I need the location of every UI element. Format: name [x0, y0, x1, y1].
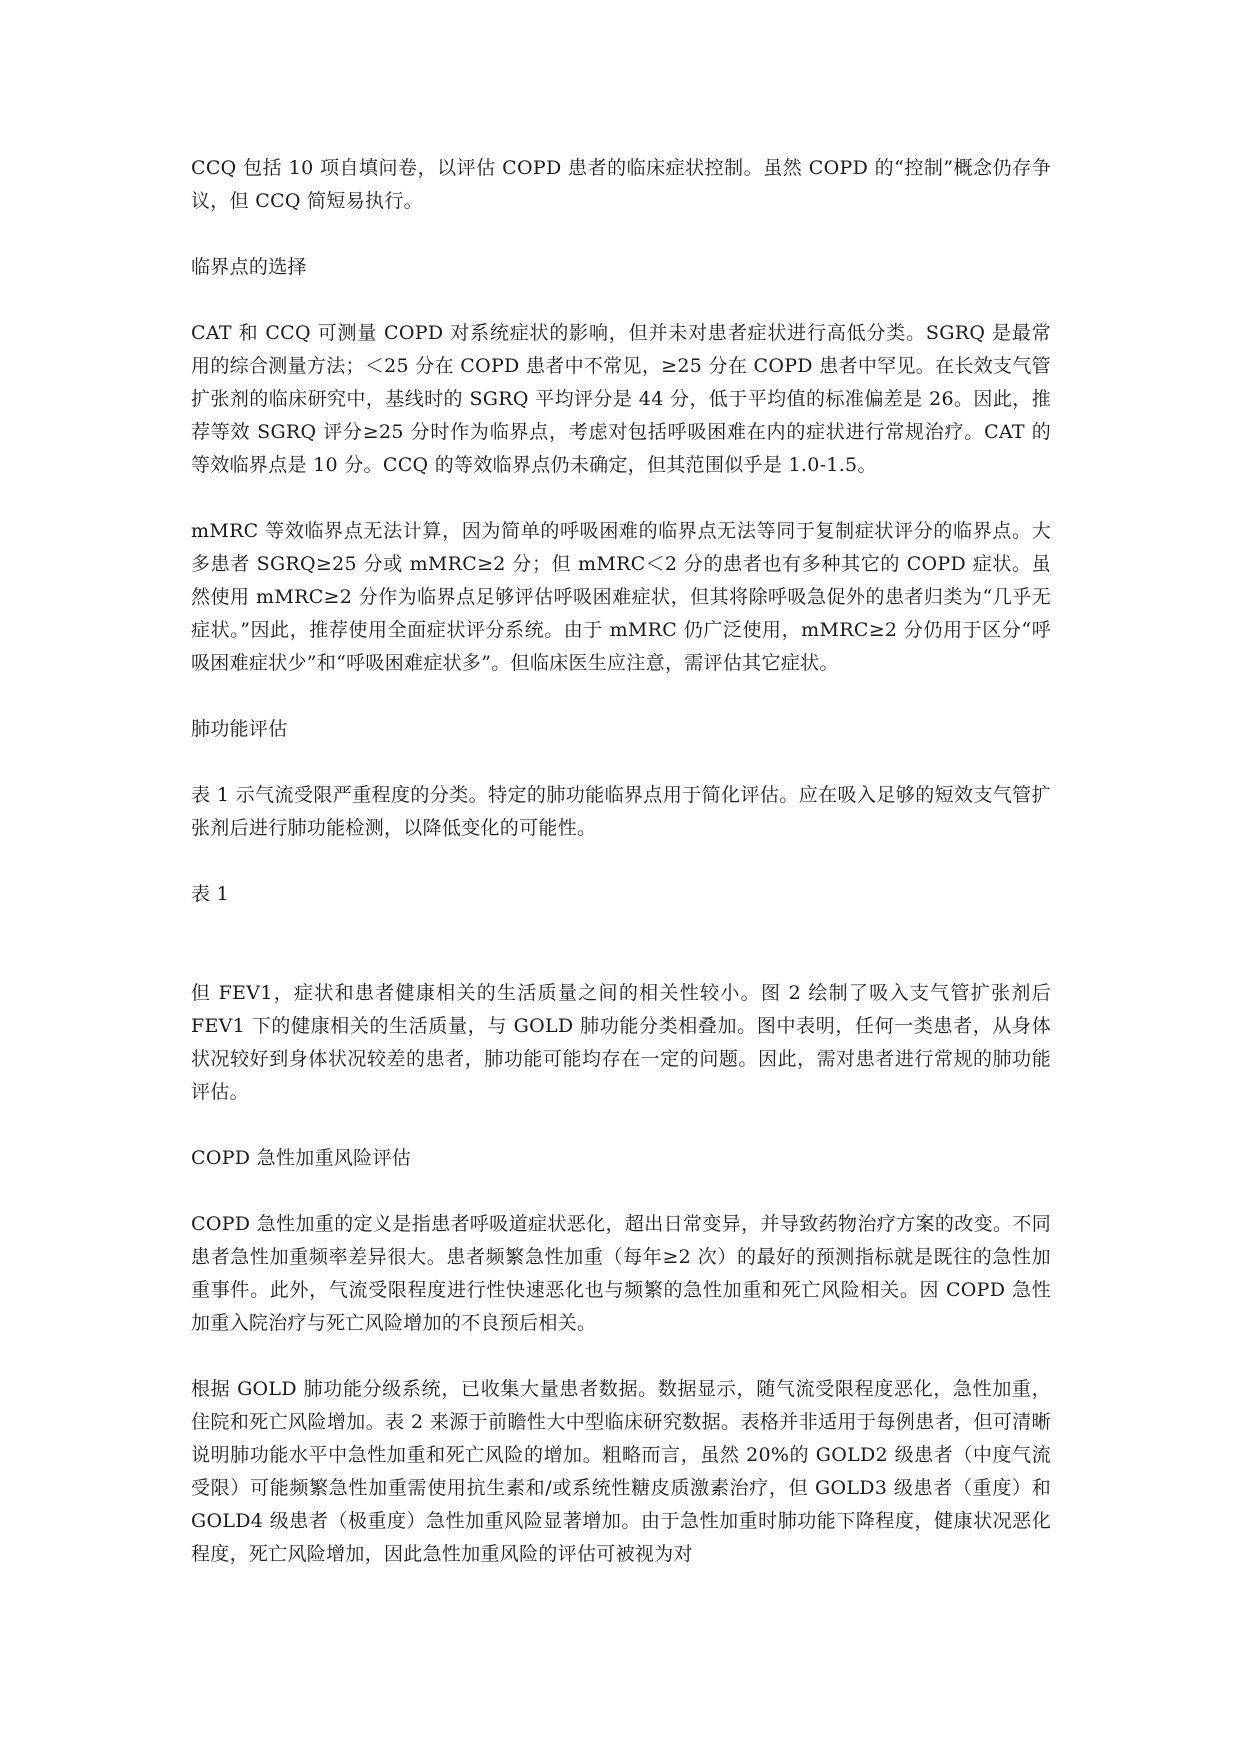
heading-exacerbation-risk: COPD 急性加重风险评估 — [191, 1147, 412, 1169]
heading-table1: 表 1 — [191, 883, 230, 905]
heading-lung-function: 肺功能评估 — [191, 718, 288, 740]
document-page — [191, 152, 1051, 1571]
paragraph-exacerbation-definition: COPD 急性加重的定义是指患者呼吸道症状恶化，超出日常变异，并导致药物治疗方案的改变。不同患者急性加重频率差异很大。患者频繁急性加重（每年≥2 次）的最好的预测指标就是既往的急性加重事件。此外，气流受限程度进行性快速恶化也与频繁的急性加重和死亡风险相关。因 COPD 急性加重入院治疗与死亡风险增加的不良预后相关。 — [191, 1213, 1051, 1334]
paragraph-ccq: CCQ 包括 10 项自填问卷，以评估 COPD 患者的临床症状控制。虽然 COPD 的“控制”概念仍存争议，但 CCQ 简短易执行。 — [191, 157, 1051, 212]
paragraph-fev1: 但 FEV1，症状和患者健康相关的生活质量之间的相关性较小。图 2 绘制了吸入支气管扩张剂后 FEV1 下的健康相关的生活质量，与 GOLD 肺功能分类相叠加。图中表明，任何一类患者，从身体状况较好到身体状况较差的患者，肺功能可能均存在一定的问题。因此，需对患者进行常规的肺功能评估。 — [191, 982, 1051, 1103]
paragraph-gold-data: 根据 GOLD 肺功能分级系统，已收集大量患者数据。数据显示，随气流受限程度恶化，急性加重，住院和死亡风险增加。表 2 来源于前瞻性大中型临床研究数据。表格并非适用于每例患者，但可清晰说明肺功能水平中急性加重和死亡风险的增加。粗略而言，虽然 20%的 GOLD2 级患者（中度气流受限）可能频繁急性加重需使用抗生素和/或系统性糖皮质激素治疗，但 GOLD3 级患者（重度）和 GOLD4 级患者（极重度）急性加重风险显著增加。由于急性加重时肺功能下降程度，健康状况恶化程度，死亡风险增加，因此急性加重风险的评估可被视为对 — [191, 1378, 1051, 1565]
heading-cutoff-selection: 临界点的选择 — [191, 256, 307, 278]
paragraph-cat-ccq: CAT 和 CCQ 可测量 COPD 对系统症状的影响，但并未对患者症状进行高低分类。SGRQ 是最常用的综合测量方法；＜25 分在 COPD 患者中不常见，≥25 分在 COPD 患者中罕见。在长效支气管扩张剂的临床研究中，基线时的 SGRQ 平均评分是 44 分，低于平均值的标准偏差是 26。因此，推荐等效 SGRQ 评分≥25 分时作为临界点，考虑对包括呼吸困难在内的症状进行常规治疗。CAT 的等效临界点是 10 分。CCQ 的等效临界点仍未确定，但其范围似乎是 1.0-1.5。 — [191, 322, 1051, 476]
paragraph-mmrc: mMRC 等效临界点无法计算，因为简单的呼吸困难的临界点无法等同于复制症状评分的临界点。大多患者 SGRQ≥25 分或 mMRC≥2 分；但 mMRC＜2 分的患者也有多种其它的 COPD 症状。虽然使用 mMRC≥2 分作为临界点足够评估呼吸困难症状，但其将除呼吸急促外的患者归类为“几乎无症状。”因此，推荐使用全面症状评分系统。由于 mMRC 仍广泛使用，mMRC≥2 分仍用于区分“呼吸困难症状少”和“呼吸困难症状多”。但临床医生应注意，需评估其它症状。 — [191, 520, 1051, 674]
paragraph-table1-intro: 表 1 示气流受限严重程度的分类。特定的肺功能临界点用于简化评估。应在吸入足够的短效支气管扩张剂后进行肺功能检测，以降低变化的可能性。 — [191, 784, 1051, 839]
